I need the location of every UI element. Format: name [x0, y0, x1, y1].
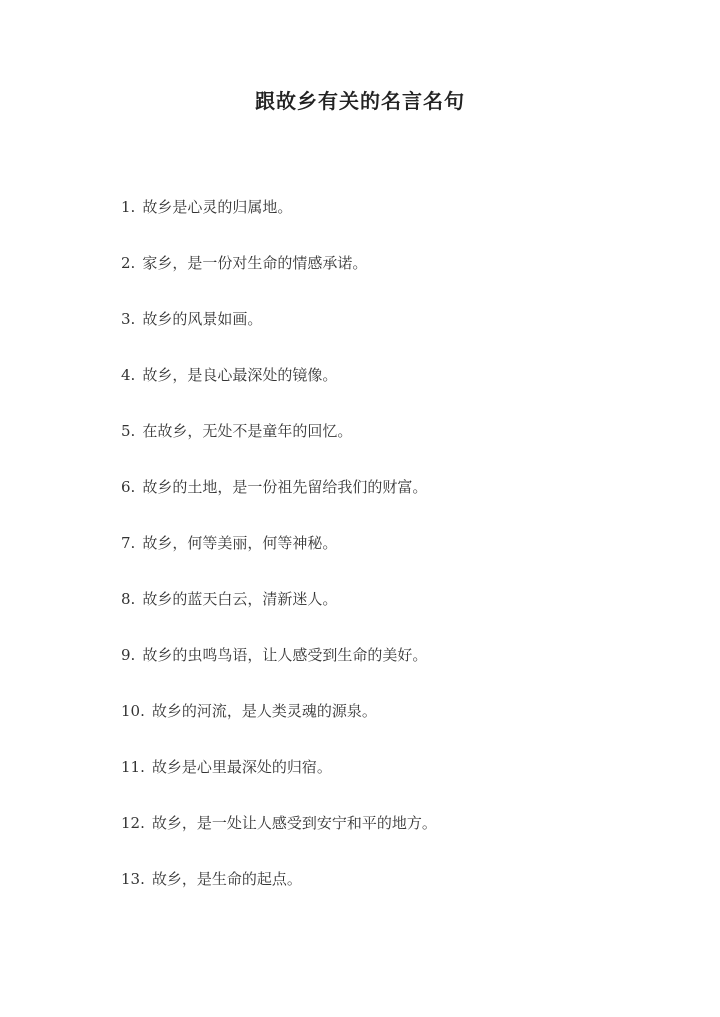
list-item — [121, 194, 681, 250]
quote-text: 家乡，是一份对生命的情感承诺。 — [142, 254, 368, 272]
item-number: 11. — [121, 758, 145, 776]
quote-text: 故乡是心里最深处的归宿。 — [151, 758, 332, 776]
quote-text: 故乡的虫鸣鸟语，让人感受到生命的美好。 — [142, 646, 428, 664]
page-title: 跟故乡有关的名言名句 — [255, 89, 465, 113]
list-item — [121, 642, 681, 698]
quote-text: 故乡，是生命的起点。 — [151, 870, 302, 888]
list-item — [121, 866, 681, 922]
item-number: 5. — [121, 422, 136, 440]
item-number: 9. — [121, 646, 136, 664]
quote-text: 故乡，何等美丽，何等神秘。 — [142, 534, 338, 552]
list-item — [121, 530, 681, 586]
quote-list — [121, 194, 681, 922]
quote-text: 故乡的风景如画。 — [142, 310, 263, 328]
list-item — [121, 418, 681, 474]
item-number: 4. — [121, 366, 136, 384]
quote-text: 故乡的土地，是一份祖先留给我们的财富。 — [142, 478, 428, 496]
item-number: 10. — [121, 702, 145, 720]
list-item — [121, 250, 681, 306]
item-number: 1. — [121, 198, 136, 216]
item-number: 13. — [121, 870, 145, 888]
list-item — [121, 698, 681, 754]
list-item — [121, 810, 681, 866]
item-number: 12. — [121, 814, 145, 832]
quote-text: 故乡，是一处让人感受到安宁和平的地方。 — [151, 814, 437, 832]
list-item — [121, 362, 681, 418]
item-number: 3. — [121, 310, 136, 328]
list-item — [121, 754, 681, 810]
item-number: 6. — [121, 478, 136, 496]
quote-text: 故乡，是良心最深处的镜像。 — [142, 366, 338, 384]
list-item — [121, 306, 681, 362]
item-number: 8. — [121, 590, 136, 608]
quote-text: 故乡的蓝天白云，清新迷人。 — [142, 590, 338, 608]
list-item — [121, 474, 681, 530]
quote-text: 故乡的河流，是人类灵魂的源泉。 — [151, 702, 377, 720]
item-number: 2. — [121, 254, 136, 272]
quote-text: 故乡是心灵的归属地。 — [142, 198, 293, 216]
list-item — [121, 586, 681, 642]
quote-text: 在故乡，无处不是童年的回忆。 — [142, 422, 353, 440]
item-number: 7. — [121, 534, 136, 552]
